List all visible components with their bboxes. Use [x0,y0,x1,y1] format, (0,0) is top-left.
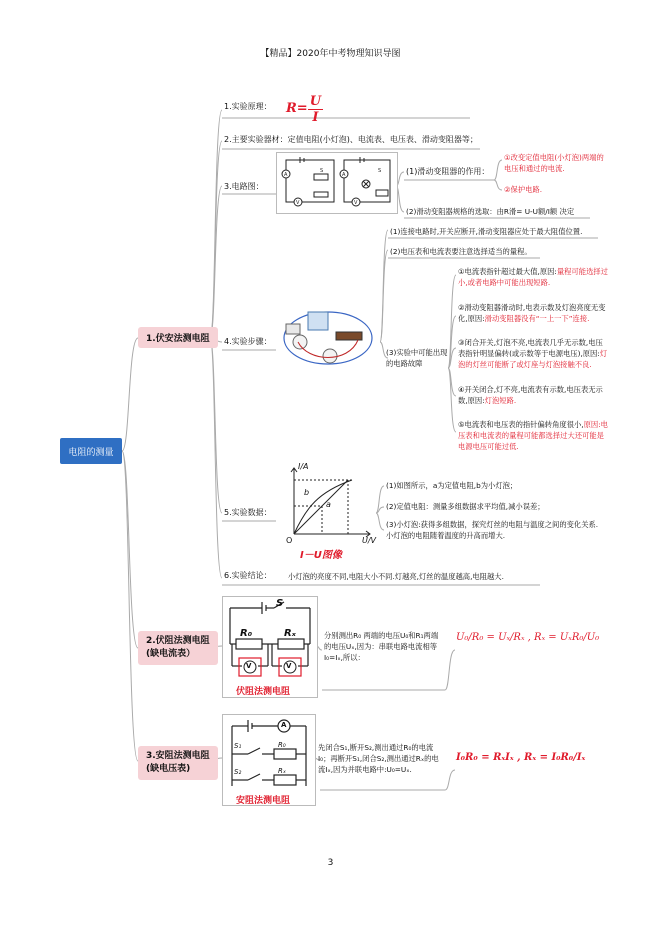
fault-5-text: ⑤电流表和电压表的指针偏转角度很小, [458,420,584,429]
branch-ammeter-title: 3.安阻法测电阻 [146,751,210,761]
svg-text:S: S [320,168,324,174]
fault-2-text: ②滑动变阻器滑动时,电表示数及灯泡亮度无变化,原因: [458,303,606,323]
ammeter-rx-label: Rₓ [278,767,286,775]
data-2: (2)定值电阻：测量多组数据求平均值,减小误差； [386,502,545,511]
data-label: 5.实验数据： [224,508,272,517]
rheostat-spec: (2)滑动变阻器规格的选取：由R滑= U-U额/I额 决定 [406,207,575,216]
branch-voltammetry: 1.伏安法测电阻 [138,327,218,348]
formula-r: R= [286,101,308,116]
branch-ammeter-method [138,746,218,780]
formula-i: I [312,110,319,125]
apparatus-photo [278,302,378,374]
circuit-label: 3.电路图： [224,182,264,191]
equipment-text: 2.主要实验器材：定值电阻(小灯泡)、电流表、电压表、滑动变阻器等； [224,135,478,144]
graph-b-label: b [304,488,310,497]
svg-text:S: S [378,168,382,174]
ammeter-a-label: A [281,721,287,729]
ammeter-caption: 安阻法测电阻 [236,796,291,806]
voltmeter-caption: 伏阻法测电阻 [236,687,291,697]
line-a [294,480,348,534]
fault-2-cause: 滑动变阻器没有“一上一下”连接. [484,314,590,323]
svg-text:V: V [296,200,300,206]
svg-text:V: V [354,200,358,206]
ammeter-s1-label: S₁ [234,742,242,750]
graph-caption: I－U图像 [300,550,342,561]
branch-voltmeter-method [138,631,218,665]
graph-a-label: a [326,500,331,509]
graph-origin-label: O [286,536,293,545]
conclusion-label: 6.实验结论： [224,571,272,580]
fault-5 [458,419,608,452]
branch-voltmeter-sub: (缺电流表） [146,649,196,659]
fault-2 [458,302,608,324]
ammeter-s2-label: S₂ [234,768,242,776]
formula-u: U [309,94,322,109]
rheostat-role-2: ②保护电路. [504,185,543,194]
step-2: (2)电压表和电流表要注意选择适当的量程。 [390,247,532,256]
circuit-diagrams [276,152,398,214]
data-1: (1)如图所示，a为定值电阻,b为小灯泡； [386,481,518,490]
voltmeter-r0-label: R₀ [240,628,253,639]
graph-y-label: I/A [298,462,309,471]
conclusion-text: 小灯泡的亮度不同,电阻大小不同.灯越亮,灯丝的温度越高,电阻越大. [288,572,504,581]
ammeter-desc: 先闭合S₁,断开S₂,测出通过R₀的电流I₀；再断开S₁,闭合S₂,测出通过Rₓ的电流Iₓ,因为并联电路中:U₀=Uₓ. [318,743,439,774]
voltmeter-switch-label: S [276,598,284,609]
rheostat-role-1: ①改变定值电阻(小灯泡)两端的电压和通过的电流. [504,153,604,173]
fault-4 [458,384,608,406]
ammeter-formula: I₀R₀ = RₓIₓ , Rₓ = I₀R₀/Iₓ [456,752,586,763]
fault-3-cause: 灯泡的灯丝可能断了或灯座与灯泡接触不良. [458,349,608,369]
voltmeter-desc: 分别测出R₀ 两端的电压U₀和R₁两端的电压Uₓ,因为：串联电路电流相等I₀=Iₓ,所以： [324,631,439,662]
ammeter-r0-label: R₀ [278,741,286,749]
graph-x-label: U/V [362,536,377,545]
voltmeter-v2-label: V [286,662,292,670]
svg-text:A: A [342,172,346,178]
rheostat-role-label: (1)滑动变阻器的作用： [406,167,490,176]
svg-text:A: A [284,172,288,178]
page-number: 3 [327,858,334,868]
fault-1-text: ①电流表指针超过最大值,原因: [458,267,557,276]
fault-4-cause: 灯泡短路. [484,396,517,405]
fault-4-text: ④开关闭合,灯不亮,电流表有示数,电压表无示数,原因: [458,385,603,405]
fault-1 [458,266,608,288]
root-node: 电阻的测量 [60,438,122,464]
voltmeter-formula: U₀/R₀ = Uₓ/Rₓ , Rₓ = UₓR₀/U₀ [456,632,600,643]
voltmeter-rx-label: Rₓ [284,628,296,639]
step-1: (1)连接电路时,开关应断开,滑动变阻器应处于最大阻值位置. [390,227,583,236]
principle-label: 1.实验原理： [224,102,272,111]
fault-label: (3)实验中可能出现的电路故障 [386,348,448,368]
branch-voltmeter-title: 2.伏阻法测电阻 [146,636,210,646]
fault-3-text: ③闭合开关,灯泡不亮,电流表几乎无示数,电压表指针明显偏转(或示数等于电源电压),原因: [458,338,603,358]
voltmeter-circuit [222,596,318,698]
page-header: 【精品】2020年中考物理知识导图 [260,49,401,59]
data-3: (3)小灯泡:获得多组数据，探究灯丝的电阻与温度之间的变化关系.小灯泡的电阻随着温度的升高而增大. [386,520,599,540]
steps-label: 4.实验步骤： [224,337,272,346]
voltmeter-v1-label: V [246,662,252,670]
branch-ammeter-sub: (缺电压表) [146,764,191,774]
fault-1-cause: 量程可能选择过小,或者电路中可能出现短路. [458,267,608,287]
fault-3 [458,337,608,370]
principle-formula [286,94,323,125]
fault-5-cause: 原因:电压表和电流表的量程可能都选择过大还可能是电源电压可能过低. [458,420,608,451]
formula-fraction [308,94,323,125]
connector-root-b1 [122,338,138,451]
